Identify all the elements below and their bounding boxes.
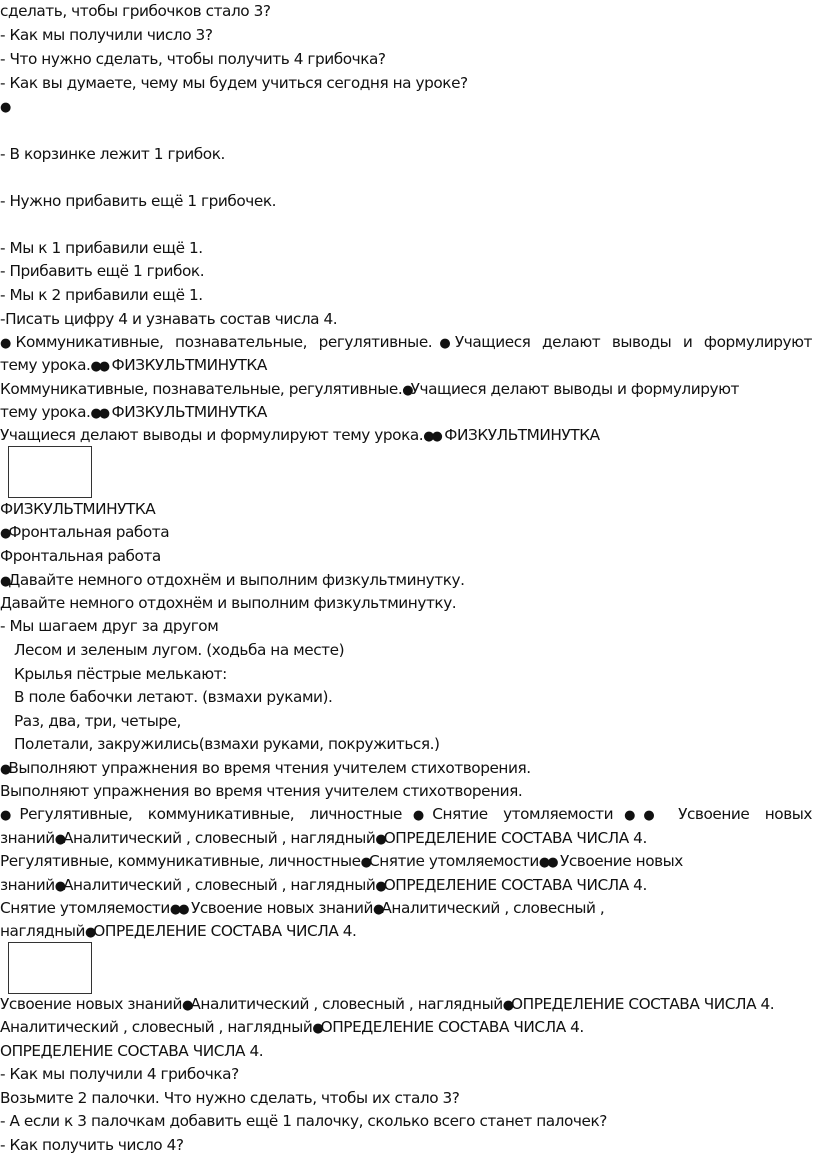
text-line: Коммуникативные, познавательные, регулятивные.●Учащиеся делают выводы и формулируют [0, 380, 739, 398]
bullet-icon: ● [0, 574, 9, 589]
text-line: - Как мы получили число 3? [0, 26, 213, 44]
bullet-icon: ● [84, 925, 94, 940]
text-line: тему урока.●● ФИЗКУЛЬТМИНУТКА [0, 403, 267, 421]
text-line [0, 95, 8, 119]
bullet-icon: ● [643, 808, 663, 823]
text-line: - Что нужно сделать, чтобы получить 4 грибочка? [0, 50, 386, 68]
image-placeholder [8, 446, 92, 498]
bullet-icon: ● [178, 902, 187, 917]
bullet-icon: ● [0, 526, 9, 541]
bullet-icon: ● [0, 336, 16, 351]
text-line: ●Коммуникативные, познавательные, регулятивные.●Учащиеся делают выводы и формулируют [0, 333, 812, 351]
text-line: - Мы к 2 прибавили ещё 1. [0, 286, 203, 304]
bullet-icon: ● [431, 429, 440, 444]
text-line: ●Регулятивные, коммуникативные, личностные●Снятие утомляемости●● Усвоение новых [0, 805, 813, 823]
bullet-icon: ● [0, 762, 9, 777]
text-line: наглядный●ОПРЕДЕЛЕНИЕ СОСТАВА ЧИСЛА 4. [0, 922, 357, 940]
text-line: знаний●Аналитический , словесный , наглядный●ОПРЕДЕЛЕНИЕ СОСТАВА ЧИСЛА 4. [0, 829, 647, 847]
text-line: Полетали, закружились(взмахи руками, покружиться.) [14, 735, 440, 753]
text-line: - Нужно прибавить ещё 1 грибочек. [0, 192, 277, 210]
text-line: - В корзинке лежит 1 грибок. [0, 145, 225, 163]
text-line: Усвоение новых знаний●Аналитический , словесный , наглядный●ОПРЕДЕЛЕНИЕ СОСТАВА ЧИСЛА 4. [0, 995, 775, 1013]
bullet-icon: ● [375, 832, 384, 847]
text-line: Выполняют упражнения во время чтения учителем стихотворения. [0, 782, 523, 800]
bullet-icon: ● [547, 855, 556, 870]
bullet-icon: ● [375, 879, 384, 894]
text-line: Учащиеся делают выводы и формулируют тему урока.●● ФИЗКУЛЬТМИНУТКА [0, 426, 600, 444]
bullet-icon: ● [169, 902, 179, 917]
text-line: Лесом и зеленым лугом. (ходьба на месте) [14, 641, 345, 659]
bullet-icon: ● [402, 383, 411, 398]
bullet-icon: ● [182, 998, 191, 1013]
text-line: Снятие утомляемости●● Усвоение новых знаний●Аналитический , словесный , [0, 899, 605, 917]
text-line: - Мы к 1 прибавили ещё 1. [0, 239, 203, 257]
text-line: ●Фронтальная работа [0, 523, 170, 541]
bullet-icon: ● [54, 832, 64, 847]
bullet-icon: ● [432, 336, 455, 351]
bullet-icon: ● [423, 429, 432, 444]
text-line: - Как вы думаете, чему мы будем учиться сегодня на уроке? [0, 74, 468, 92]
bullet-icon: ● [98, 406, 108, 421]
text-line: сделать, чтобы грибочков стало 3? [0, 2, 271, 20]
text-line: ●Давайте немного отдохнём и выполним физкультминутку. [0, 571, 465, 589]
bullet-icon: ● [0, 100, 9, 115]
bullet-icon: ● [90, 359, 99, 374]
text-line: ФИЗКУЛЬТМИНУТКА [0, 500, 156, 518]
text-line: ОПРЕДЕЛЕНИЕ СОСТАВА ЧИСЛА 4. [0, 1042, 264, 1060]
bullet-icon: ● [613, 808, 644, 823]
text-line: Давайте немного отдохнём и выполним физкультминутку. [0, 594, 457, 612]
bullet-icon: ● [538, 855, 548, 870]
bullet-icon: ● [360, 855, 369, 870]
bullet-icon: ● [54, 879, 64, 894]
text-line: Возьмите 2 палочки. Что нужно сделать, чтобы их стало 3? [0, 1089, 460, 1107]
text-line: -Писать цифру 4 и узнавать состав числа 4. [0, 310, 338, 328]
bullet-icon: ● [502, 998, 512, 1013]
bullet-icon: ● [401, 808, 433, 823]
text-line: - А если к 3 палочкам добавить ещё 1 палочку, сколько всего станет палочек? [0, 1112, 607, 1130]
text-line: - Как мы получили 4 грибочка? [0, 1065, 239, 1083]
bullet-icon: ● [373, 902, 382, 917]
text-line: Крылья пёстрые мелькают: [14, 665, 227, 683]
text-line: - Прибавить ещё 1 грибок. [0, 262, 205, 280]
bullet-icon: ● [98, 359, 108, 374]
text-line: ●Выполняют упражнения во время чтения учителем стихотворения. [0, 759, 531, 777]
text-line: Аналитический , словесный , наглядный●ОПРЕДЕЛЕНИЕ СОСТАВА ЧИСЛА 4. [0, 1018, 584, 1036]
text-line: знаний●Аналитический , словесный , наглядный●ОПРЕДЕЛЕНИЕ СОСТАВА ЧИСЛА 4. [0, 876, 647, 894]
text-line: В поле бабочки летают. (взмахи руками). [14, 688, 333, 706]
text-line: Фронтальная работа [0, 547, 161, 565]
bullet-icon: ● [0, 808, 20, 823]
text-line: тему урока.●● ФИЗКУЛЬТМИНУТКА [0, 356, 267, 374]
text-line: Раз, два, три, четыре, [14, 712, 181, 730]
text-line: - Как получить число 4? [0, 1136, 184, 1154]
bullet-icon: ● [90, 406, 99, 421]
bullet-icon: ● [312, 1021, 321, 1036]
text-line: - Мы шагаем друг за другом [0, 617, 219, 635]
text-line: Регулятивные, коммуникативные, личностные●Снятие утомляемости●● Усвоение новых [0, 852, 683, 870]
image-placeholder [8, 942, 92, 994]
